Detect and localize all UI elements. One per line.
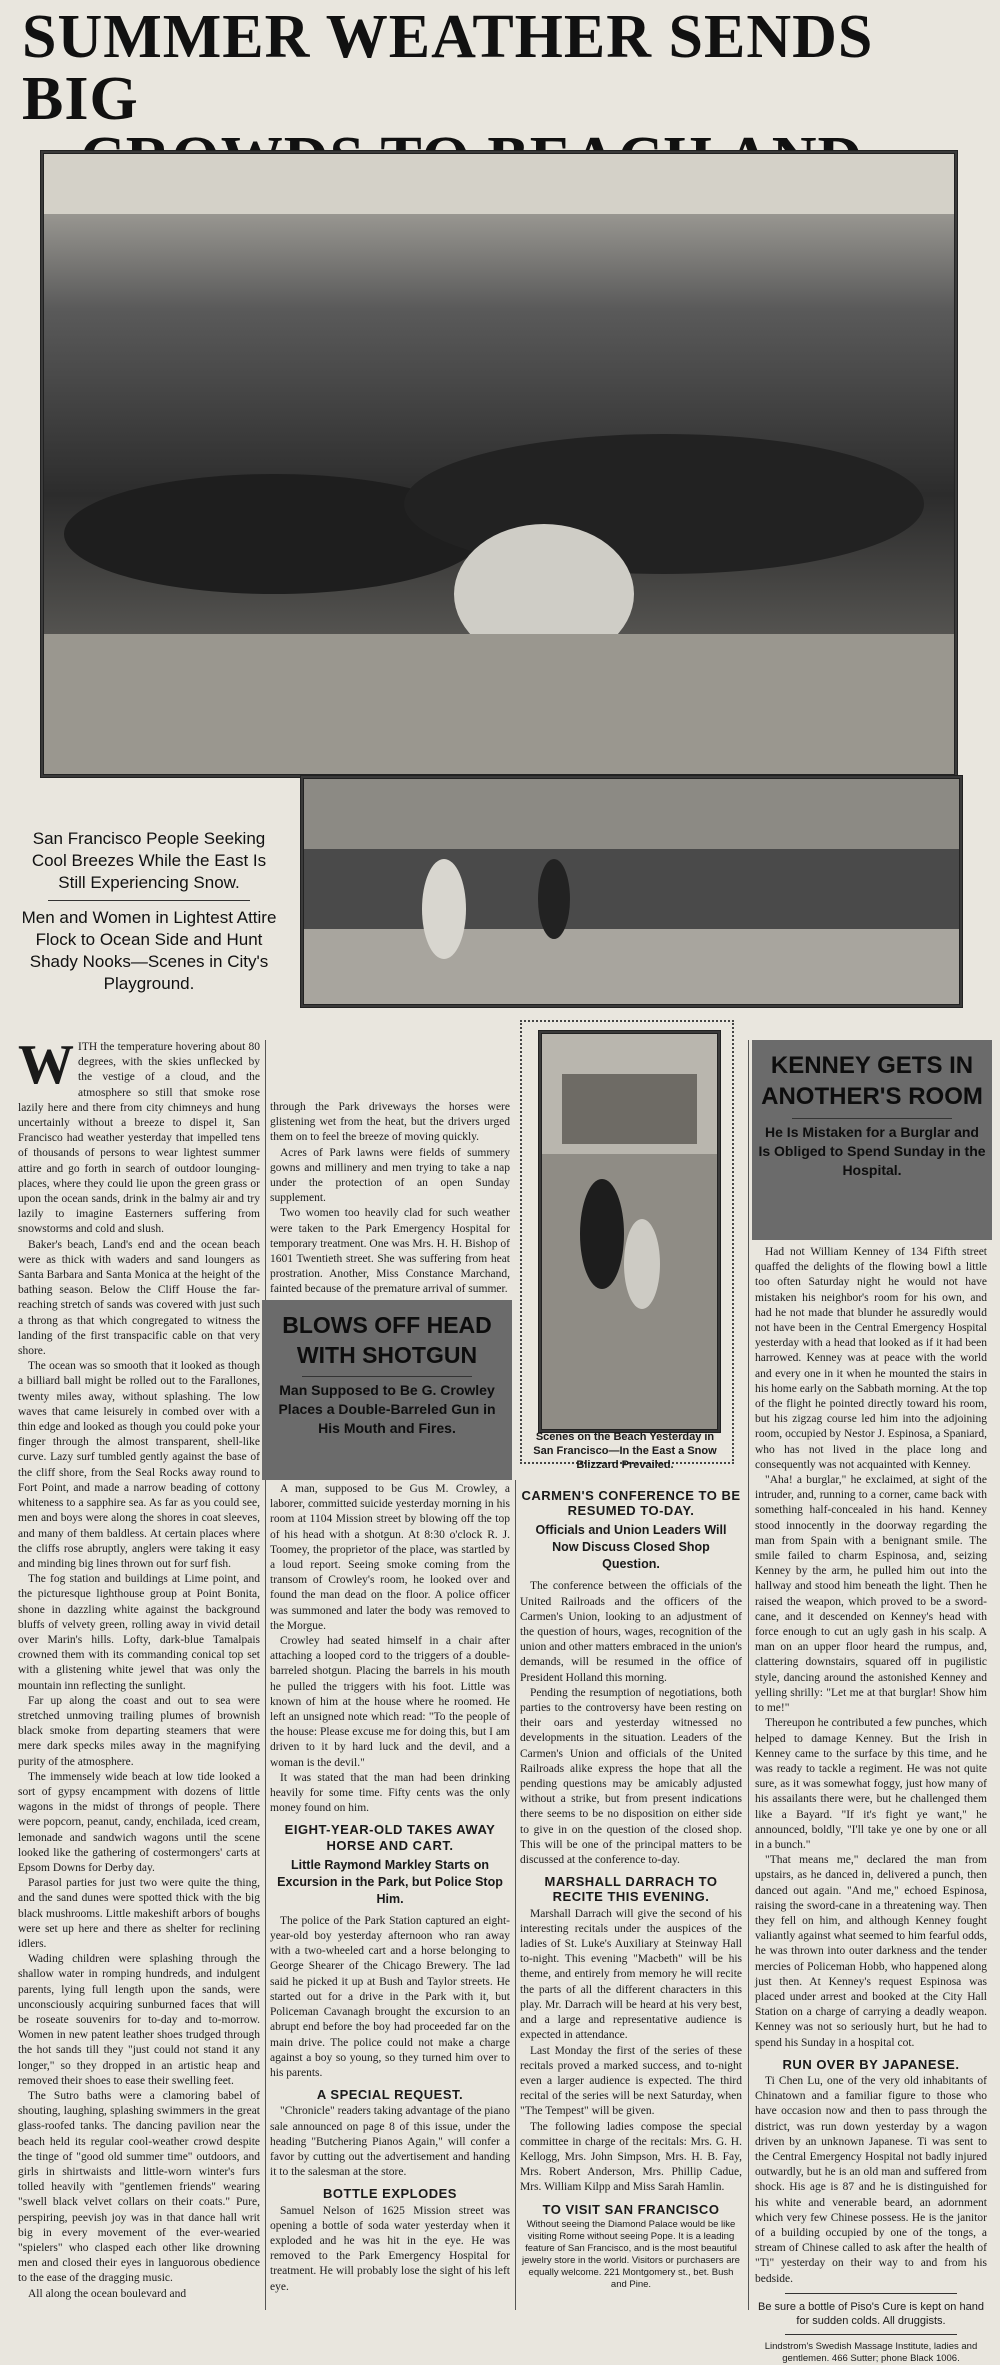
beach-photo-second-image xyxy=(304,779,959,1004)
main-col2-p0: through the Park driveways the horses were glistening wet from the heat, but the drivers urged them on to feel the breeze of moving quickly. xyxy=(270,1101,510,1144)
blows-off-head-box xyxy=(262,1300,512,1480)
beach-photo-main xyxy=(40,150,958,778)
main-col1-p4: Far up along the coast and out to sea were stretched unmoving trailing plumes of brownish black smoke from departing steamers that were mere dark specks miles away in the magnifying purity of the atmosphere. xyxy=(18,1694,260,1768)
kenney-deck: He Is Mistaken for a Burglar and Is Obliged to Spend Sunday in the Hospital. xyxy=(758,1124,986,1178)
marshall-head: MARSHALL DARRACH TO RECITE THIS EVENING. xyxy=(544,1874,718,1905)
lindstrom-divider xyxy=(785,2334,957,2335)
visit-ad-body: Without seeing the Diamond Palace would be like visiting Rome without seeing Pope. It is a leading feature of San Francisco, and is the most beautiful jewelry store in the world. Visitors or purchasers are equally welcome. 221 Montgomery st., bet. Bush and Pine. xyxy=(522,2218,740,2290)
main-col1-p1: Baker's beach, Land's end and the ocean beach were as thick with waders and sand loungers as Santa Barbara and Santa Monica at the height of the bathing season. Below the Cliff House the far-reaching stretch of sands was covered with just such a throng as that which congregated to witness the landing of the first transpacific cable on that very shore. xyxy=(18,1238,260,1358)
kenney-body-2: Thereupon he contributed a few punches, which helped to damage Kenney. But the Irish in Kenney came to the surface by this time, and he was ready to tackle a regiment. He was not quite sure, as it was somewhat foggy, just how many of his assailants there were, but he challenged them like a Bayard. "If it's fight ye want," he announced, boldly, "I'll take ye one by one or all in a bunch." xyxy=(755,1717,987,1851)
main-col1-p2: The ocean was so smooth that it looked as though a billiard ball might be rolled out to the Farallones, twenty miles away, without splashing. The low waves that came leisurely in combed over with a thin edge and looked as though you could poke your finger through the almost transparent, shell-like curve. Lazy surf tumbled gently against the base of the cliff shore, from the Seal Rocks away round to Fort Point, and made a narrow beading of cottony whiteness to a sapphire sea. As far as you could see, men and boys were along the shores in coat sleeves, and many of them baldless. At certain places where the cliffs rose abruptly, anglers were taking it easy and minding big lines thrown out for surf fish. xyxy=(18,1360,260,1570)
main-story-decks xyxy=(18,828,280,1068)
marshall-body-2: The following ladies compose the special committee in charge of the recitals: Mrs. G. H. Kellogg, Mrs. John Simpson, Mrs. H. B. Fay, Mrs. Robert Anderson, Mrs. Phillip Cadue, Mrs. William Kilpp and Miss Sarah Hamlin. xyxy=(520,2120,742,2194)
dropcap: W xyxy=(18,1034,74,1096)
carmens-body-1: Pending the resumption of negotiations, both parties to the controversy have been resting on their oars and yesterday witnessed no developments in the situation. Leaders of the Carmen's Union and officials of the United Railroads alike express the hope that all the pending questions may be amicably adjusted without a strike, but from present indications there seems to be no disposition on either side to give in on the question of the closed shop. This will be one of the principal matters to be discussed at the conference to-day. xyxy=(520,1686,742,1867)
blows-off-head-deck: Man Supposed to Be G. Crowley Places a Double-Barreled Gun in His Mouth and Fires. xyxy=(278,1382,496,1436)
run-over-body: Ti Chen Lu, one of the very old inhabitants of Chinatown and a familiar figure to those who have occasion now and then to pass through the district, was run down yesterday by a wagon driven by an unknown Japanese. Ti was sent to the Central Emergency Hospital not badly injured outwardly, but he is an old man and suffered from shock. His age is 87 and he is distinguished for his white and venerable beard, an adornment which very few Chinese possess. He is the janitor of a building occupied by one of the tongs, a stream of Chinese called to ask after the health of "Ti" yesterday on their way to and from his bedside. xyxy=(755,2074,987,2285)
headline-line-1: SUMMER WEATHER SENDS BIG xyxy=(22,3,874,133)
eight-year-body: The police of the Park Station captured an eight-year-old boy yesterday afternoon who ran away with a two-wheeled cart and a horse belonging to George Shearer of the Chicago Brewery. The lad said he picked it up at Bush and Taylor streets. He started out for a drive in the Park with it, but Policeman Cavanagh brought the excursion to an abrupt end before the boy had proceeded far on the main drive. The police could not make a charge against a boy so young, so they turned him over to his parents. xyxy=(270,1914,510,2079)
piso-ad: Be sure a bottle of Piso's Cure is kept on hand for sudden colds. All druggists. xyxy=(758,2300,984,2327)
main-col1-p7: Wading children were splashing through the shallow water in romping hundreds, and indulgent parents, lying full length upon the sands, were unconsciously acquiring sunburned faces that will be roseate souvenirs for to-day and to-morrow. Women in new patent leather shoes trudged through the hot sands till they "just could not stand it any longer," so they dropped in an artistic heap and removed their shoes to ease their swelling feet. xyxy=(18,1953,260,2087)
visit-ad-head: TO VISIT SAN FRANCISCO xyxy=(542,2201,720,2217)
blows-off-body-1: Crowley had seated himself in a chair after attaching a looped cord to the triggers of a double-barreled shotgun. Placing the barrels in his mouth he pulled the triggers with his foot. Little was known of him at the house where he roomed. He left an unsigned note which read: "To the people of the house: Please excuse me for doing this, but I am driven to it by hard luck and the devil, and a woman is the devil." xyxy=(270,1635,510,1769)
eight-year-deck: Little Raymond Markley Starts on Excursion in the Park, but Police Stop Him. xyxy=(277,1857,503,1906)
kenney-body-0: Had not William Kenney of 134 Fifth street quaffed the delights of the flowing bowl a little too often Saturday night he would not have mistaken his neighbor's room for his own, and had he not made that blunder he assuredly would not have been in the Central Emergency Hospital yesterday with a head that looked as if it had been harrowed. Kenney was at peace with the world and every one in it when he mounted the stairs in his home early on the Sabbath morning. At the top of the flight he pointed directly toward his room, but his zigzag course led him into the adjoining room, occupied by Nestor J. Espinosa, a Spaniard, who has not lived in the place long and consequently was not acquainted with Kenney. xyxy=(755,1246,987,1471)
column-rule-2 xyxy=(515,1480,516,2310)
beach-photo-small-image xyxy=(542,1034,717,1429)
main-story-col2 xyxy=(270,1100,510,1300)
carmens-head: CARMEN'S CONFERENCE TO BE RESUMED TO-DAY. xyxy=(521,1488,741,1519)
deck-divider xyxy=(48,900,250,901)
run-over-head: RUN OVER BY JAPANESE. xyxy=(782,2056,960,2072)
carmens-body-0: The conference between the officials of the United Railroads and the officers of the Carmen's Union, looking to an adjustment of the question of hours, wages, recognition of the union and other matters embraced in the union's demands, will be resumed in the office of President Holland this morning. xyxy=(520,1580,742,1684)
beach-photo-small xyxy=(538,1030,721,1433)
main-story-col1 xyxy=(18,1034,260,2310)
kenney-body-3: "That means me," declared the man from upstairs, as he danced in, delivered a punch, then danced out again. "And me," echoed Espinosa, raising the sword-cane in a threatening way. Then they fell on him, and although Kenney fought valiantly against what seemed to him fearful odds, he was thrown into outer darkness and the tender mercies of Policeman Hobb, who happened along just then. At Kenney's request Espinosa was placed under arrest and booked at the City Hall Station on a charge of carrying a deadly weapon. Kenney was not so seriously hurt, but he had to spend his Sunday in a hospital cot. xyxy=(755,1854,987,2049)
main-col2-p1: Acres of Park lawns were fields of summery gowns and millinery and men trying to take a nap under the protection of an open Sunday supplement. xyxy=(270,1146,510,1205)
main-col1-p3: The fog station and buildings at Lime point, and the picturesque lighthouse group at Point Bonita, shone in dazzling white against the background bluffs of velvety green, rolling away in vivid detail over Marin's hills. Lofty, dark-blue Tamalpais crowned them with its commanding conical top set with a glistening white jewel that was only the mountain inn reflecting the sunlight. xyxy=(18,1573,260,1692)
beach-photo-second xyxy=(300,775,963,1008)
bottle-head: BOTTLE EXPLODES xyxy=(323,2186,457,2202)
beach-photo-main-image xyxy=(44,154,954,774)
col2-lower-stories xyxy=(270,1482,510,2312)
piso-divider xyxy=(785,2293,957,2294)
kenney-box xyxy=(752,1040,992,1240)
main-col1-p8: The Sutro baths were a clamoring babel of shouting, laughing, splashing swimmers in the great glass-roofed tanks. The dancing pavilion near the beach held its regular cool-weather crowd despite the tinge of "good old summer time" outdoors, and girls in shirtwaists and little-worn winter's furs tolled heavily with "gentlemen friends" wearing "swell black velvet collars on their coats." Pure, perspiring, peevish joy was in that dance hall writ big in every movement of the ever-wearied "spielers" who clasped each other like drowning men and closed their eyes in languorous obedience to the ease of the dragging music. xyxy=(18,2090,260,2285)
marshall-body-1: Last Monday the first of the series of these recitals proved a marked success, and to-night even a larger audience is expected. The third recital of the series will be next Saturday, when "The Tempest" will be given. xyxy=(520,2044,742,2118)
blows-off-body-0: A man, supposed to be Gus M. Crowley, a laborer, committed suicide yesterday morning in his room at 1104 Mission street by blowing off the top of his head with a shotgun. At 8:30 o'clock R. J. Toomey, the proprietor of the place, was startled by a loud report. Seeing smoke coming from the transom of Crowley's room, he looked over and found the man dead on the floor. A police officer was summoned and later the body was removed to the Morgue. xyxy=(270,1483,510,1632)
blows-off-body-2: It was stated that the man had been drinking heavily for some time. Fifty cents was the only money found on him. xyxy=(270,1771,510,1815)
kenney-body-1: "Aha! a burglar," he exclaimed, at sight of the intruder, and, running to a corner, came back with something half-concealed in his hand. Kenney stood innocently in the doorway regarding the man from Spain with a benignant smile. The smile failed to charm Espinosa, and, seizing Kenney by the arm, he pulled him out into the hallway and stood him beneath the light. Then he raised the weapon, which proved to be a sword-cane, and it descended on Kenney's head with force enough to cut an ugly gash in his scalp. A man on an upper floor heard the rumpus, and, clattering downstairs, squared off in pugilistic style, dancing around the astonished Kenney and yelling shrilly: "Let me at that burglar! Show him to me!" xyxy=(755,1474,987,1715)
main-col1-p6: Parasol parties for just two were quite the thing, and the sand dunes were spotted thick with the big black mushrooms. Little makeshift arbors of boughs were set up here and there as shelter for reclining idlers. xyxy=(18,1877,260,1950)
main-col2-p2: Two women too heavily clad for such weather were taken to the Park Emergency Hospital for temporary treatment. One was Mrs. H. H. Bishop of 1601 Twentieth street. She was suffering from heat prostration. Another, Miss Constance Marchand, fainted because of the premature arrival of summer. xyxy=(270,1207,510,1296)
main-deck-1: San Francisco People Seeking Cool Breezes While the East Is Still Experiencing Snow. xyxy=(31,829,267,892)
special-request-body: "Chronicle" readers taking advantage of the piano sale announced on page 8 of this issue, under the heading "Butchering Pianos Again," will confer a favor by cutting out the advertisement and handing it to the salesman at the store. xyxy=(270,2105,510,2179)
blows-off-head-headline: BLOWS OFF HEAD WITH SHOTGUN xyxy=(282,1312,492,1368)
kenney-divider xyxy=(792,1118,952,1119)
eight-year-head: EIGHT-YEAR-OLD TAKES AWAY HORSE AND CART. xyxy=(284,1822,496,1853)
main-col1-p9: All along the ocean boulevard and xyxy=(28,2287,187,2300)
kenney-headline: KENNEY GETS IN ANOTHER'S ROOM xyxy=(761,1052,983,1110)
column-rule-1 xyxy=(265,1040,266,2310)
photo-caption: Scenes on the Beach Yesterday in San Francisco—In the East a Snow Blizzard Prevailed. xyxy=(533,1431,717,1471)
blows-off-divider xyxy=(302,1376,472,1377)
bottle-body: Samuel Nelson of 1625 Mission street was opening a bottle of soda water yesterday when it exploded and he was hit in the eye. He was removed to the Park Emergency Hospital for treatment. He will probably lose the sight of his left eye. xyxy=(270,2204,510,2293)
col4-stories xyxy=(755,1245,987,2364)
special-request-head: A SPECIAL REQUEST. xyxy=(316,2087,464,2103)
main-col1-p0: ITH the temperature hovering about 80 degrees, with the skies unflecked by the vestige of a cloud, and the atmosphere so still that smoke rose lazily here and there from city chimneys and hung uncertainly without a breeze to dispel it, San Francisco had weather yesterday that impelled tens of thousands of persons to wear lightest summer attire and go forth in search of outdoor lounging-places, where they could lie upon the green grass or upon the ocean sands, drink in the balmy air and try lazily to imagine Easterners suffering from snowstorms and cold and slush. xyxy=(18,1041,260,1236)
carmens-deck: Officials and Union Leaders Will Now Discuss Closed Shop Question. xyxy=(535,1523,727,1572)
main-deck-2: Men and Women in Lightest Attire Flock to Ocean Side and Hunt Shady Nooks—Scenes in City's Playground. xyxy=(21,908,277,993)
col3-stories xyxy=(520,1482,742,2312)
marshall-body-0: Marshall Darrach will give the second of his interesting recitals under the auspices of the ladies of St. Luke's Auxiliary at Steinway Hall to-night. This evening "Macbeth" will be his theme, and entirely from memory he will recite the parts of all the different characters in this play. Mr. Darrach will be heard at his very best, and a large and representative audience is expected in attendance. xyxy=(520,1907,742,2042)
lindstrom-ad: Lindstrom's Swedish Massage Institute, ladies and gentlemen. 466 Sutter; phone Black 1006. xyxy=(764,2340,978,2364)
main-col1-p5: The immensely wide beach at low tide looked a sort of gypsy encampment with dozens of little wagons in the midst of throngs of people. There were popcorn, peanut, candy, enchilada, iced cream, lemonade and sandwich wagons until the scene looked like the gathering of costermongers' carts at Epsom Downs for Derby day. xyxy=(18,1770,260,1874)
column-rule-3 xyxy=(748,1040,749,2310)
